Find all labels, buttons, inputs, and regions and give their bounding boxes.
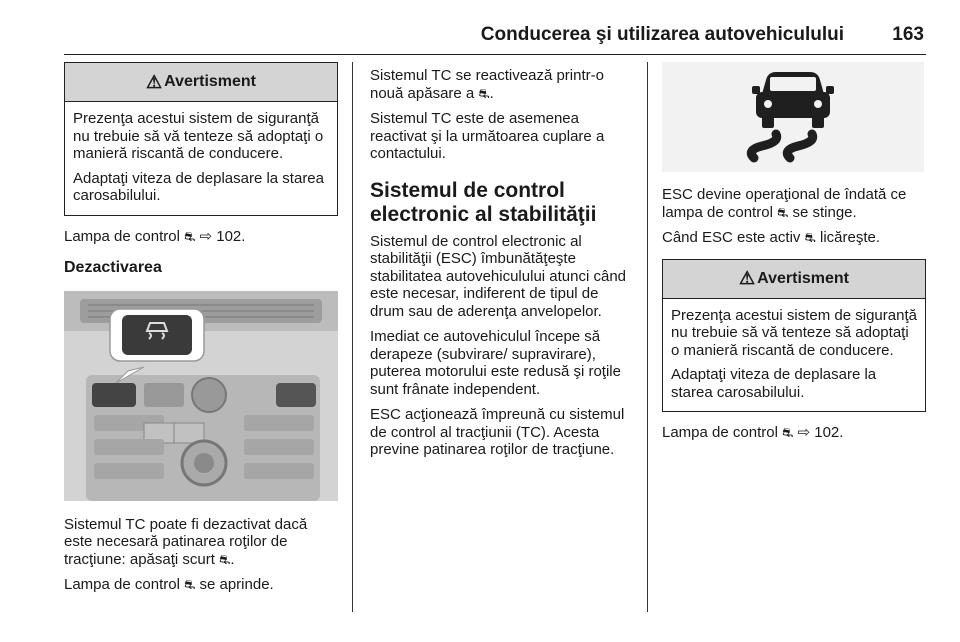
page-reference-icon: ⇨ — [797, 424, 811, 441]
warning-header — [65, 63, 337, 102]
esc-skid-icon: ⛐ — [804, 230, 816, 245]
esc-skid-icon: ⛐ — [478, 85, 490, 101]
warning-text: Adaptaţi viteza de deplasare la starea carosabilului. — [73, 169, 324, 204]
column-left — [64, 62, 338, 594]
center-console-image — [64, 291, 338, 501]
warning-box — [662, 259, 926, 413]
paragraph-esc-operational: ESC devine operaţional de îndată ce lampa de control ⛐ se stinge. — [662, 186, 907, 221]
paragraph-esc-tc: ESC acţionează împreună cu sistemul de control al tracţiunii (TC). Acesta previne patinarea roţilor de tracţiune. — [370, 406, 625, 458]
paragraph-reactivate: Sistemul TC se reactivează printr-o nouă apăsare a ⛐. — [370, 67, 604, 102]
esc-skid-icon: ⛐ — [782, 425, 794, 440]
warning-text: Prezenţa acestui sistem de siguranţă nu trebuie să vă tenteze să adoptaţi o manieră riscantă de conducere. — [73, 110, 324, 162]
paragraph-lamp-on: Lampa de control ⛐ se aprinde. — [64, 576, 274, 593]
warning-title: Avertisment — [757, 269, 850, 287]
column-middle — [370, 62, 634, 459]
warning-triangle-icon: ⚠ — [738, 268, 756, 288]
column-right — [662, 62, 926, 442]
paragraph-esc-active: Când ESC este activ ⛐ licăreşte. — [662, 229, 881, 246]
lamp-reference: Lampa de control ⛐ ⇨ 102. — [662, 424, 844, 441]
warning-title: Avertisment — [164, 73, 257, 90]
esc-skid-icon: ⛐ — [219, 551, 231, 567]
warning-header — [663, 260, 925, 299]
section-heading: Sistemul de control electronic al stabilităţii — [370, 178, 597, 226]
page-title: Conducerea şi utilizarea autovehiculului — [480, 24, 844, 45]
warning-triangle-icon: ⚠ — [145, 71, 163, 92]
esc-skid-icon: ⛐ — [184, 228, 196, 244]
warning-text: Adaptaţi viteza de deplasare la starea carosabilului. — [671, 366, 877, 401]
console-photo — [64, 291, 338, 501]
paragraph-esc-intro: Sistemul de control electronic al stabilităţii (ESC) îmbunătăţeşte stabilitatea autovehiculului atunci când este necesar, indiferent de tipul de drum sau de aderenţa anvelopelor. — [370, 232, 627, 320]
page-number: 163 — [892, 24, 924, 45]
column-divider — [352, 62, 353, 612]
paragraph-esc-skid: Imediat ce autovehiculul începe să derapeze (subvirare/ supravirare), puterea motorului este redusă şi roţile sunt frânate independent. — [370, 328, 621, 398]
paragraph-deactivate: Sistemul TC poate fi dezactivat dacă este necesară patinarea roţilor de tracţiune: apăsaţi scurt ⛐. — [64, 515, 308, 568]
esc-lamp-illustration — [662, 62, 924, 172]
page-reference-icon: ⇨ — [199, 227, 213, 245]
esc-skid-icon — [662, 62, 924, 172]
page-header — [64, 18, 926, 55]
esc-off-icon: ⛐ — [184, 577, 196, 592]
warning-text: Prezenţa acestui sistem de siguranţă nu trebuie să vă tenteze să adoptaţi o manieră riscantă de conducere. — [671, 306, 917, 359]
esc-skid-icon: ⛐ — [777, 204, 789, 220]
lamp-reference: Lampa de control ⛐ ⇨ 102. — [64, 227, 246, 245]
paragraph-reactivate-ignition: Sistemul TC este de asemenea reactivat şi la următoarea cuplare a contactului. — [370, 110, 605, 162]
subheading-deactivation: Dezactivarea — [64, 259, 162, 276]
warning-box — [64, 62, 338, 216]
column-divider — [647, 62, 648, 612]
